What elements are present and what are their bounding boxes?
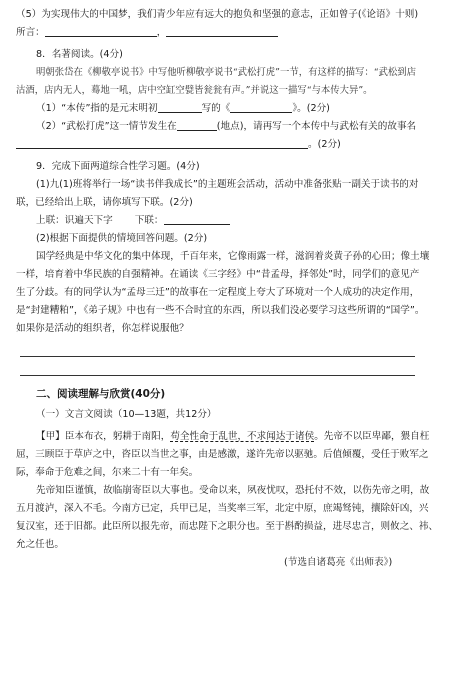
q9-sub2-title: (2)根据下面提供的情境回答问题。(2分) bbox=[36, 233, 208, 244]
couplet-lower-label: 下联： bbox=[134, 215, 164, 226]
jia-line-1-c: 。先帝不以臣卑鄙，猥自枉 bbox=[314, 431, 430, 442]
q9-sub1-line-2: 联，已经给出上联，请你填写下联。(2分) bbox=[16, 197, 193, 208]
q9-para-line-4: 是“封建糟粕”，《弟子规》中也有一些不合时宜的东西，所以我们没必要学习这些所谓的“国学”。 bbox=[16, 305, 425, 316]
jia-line-3: 际，奉命于危难之间，尔来二十有一年矣。 bbox=[16, 467, 199, 478]
section-2-heading: 二、阅读理解与欣赏(40分) bbox=[36, 388, 166, 400]
answer-blank[interactable] bbox=[164, 213, 230, 225]
source-citation: (节选自诸葛亮《出师表》) bbox=[284, 557, 393, 568]
q8-sub2-prefix: （2）“武松打虎”这一情节发生在 bbox=[36, 121, 177, 132]
jia-line-1-a: 【甲】臣本布衣，躬耕于南阳， bbox=[36, 431, 171, 442]
jia-line-4: 先帝知臣谨慎，故临崩寄臣以大事也。受命以来，夙夜忧叹，恐托付不效，以伤先帝之明，故 bbox=[36, 485, 430, 496]
couplet-upper: 上联：识遍天下字 bbox=[36, 215, 113, 226]
q9-para-line-1: 国学经典是中华文化的集中体现，千百年来，它像雨露一样，滋润着炎黄子孙的心田；像土壤 bbox=[36, 251, 430, 262]
answer-blank[interactable] bbox=[45, 25, 157, 37]
q8-passage-line-2: 沽酒，店内无人，蓦地一吼，店中空缸空甓皆瓮瓮有声。”并说这一描写“与本传大异”。 bbox=[16, 85, 373, 96]
q9-para-line-5: 如果你是活动的组织者，你怎样说服他？ bbox=[16, 323, 189, 334]
q7-line-1: （5）为实现伟大的中国梦，我们青少年应有远大的抱负和坚强的意志，正如曾子(《论语》十则) bbox=[16, 9, 419, 20]
q8-sub2-line-2 bbox=[16, 136, 466, 154]
answer-blank[interactable] bbox=[166, 25, 278, 37]
jia-underlined-phrase: 苟全性命于乱世，不求闻达于诸侯 bbox=[170, 431, 315, 442]
q7-separator: ， bbox=[156, 27, 167, 38]
couplet-line bbox=[16, 212, 466, 230]
answer-blank[interactable] bbox=[158, 101, 202, 113]
answer-line[interactable] bbox=[20, 338, 415, 357]
answer-line[interactable] bbox=[20, 357, 415, 376]
jia-line-7: 允之任也。 bbox=[16, 539, 64, 550]
q8-sub1-prefix: （1）“本传”指的是元末明初 bbox=[36, 103, 158, 114]
section-2-subheading: （一）文言文阅读（10—13题，共12分） bbox=[36, 409, 217, 420]
q8-sub2-suffix: 。(2分) bbox=[308, 139, 341, 150]
jia-line-1 bbox=[16, 428, 466, 446]
q9-para-line-3: 生了分歧。有的同学认为“孟母三迁”的故事在一定程度上夸大了环境对一个人成功的决定作用， bbox=[16, 287, 420, 298]
q8-sub2 bbox=[16, 118, 466, 136]
jia-line-6: 复汉室，还于旧都。此臣所以报先帝，而忠陛下之职分也。至于斟酌损益，进尽忠言，则攸之、祎、 bbox=[16, 521, 439, 532]
q8-sub1-suffix: 》。(2分) bbox=[292, 103, 330, 114]
answer-blank[interactable] bbox=[16, 137, 308, 149]
answer-blank[interactable] bbox=[230, 101, 292, 113]
jia-line-5: 五月渡泸，深入不毛。今南方已定，兵甲已足，当奖率三军，北定中原，庶竭驽钝，攘除奸凶，兴 bbox=[16, 503, 429, 514]
q8-passage-line-1: 明朝张岱在《柳敬亭说书》中写他听柳敬亭说书“武松打虎”一节，有这样的描写：“武松到店 bbox=[36, 67, 417, 78]
q9-para-line-2: 一样，培育着中华民族的自强精神。在诵读《三字经》中“昔孟母，择邻处”时，同学们的意见产 bbox=[16, 269, 420, 280]
q8-sub1 bbox=[16, 100, 466, 118]
q8-title: 8．名著阅读。(4分) bbox=[36, 49, 123, 60]
q7-line-2 bbox=[16, 24, 466, 42]
q8-sub1-mid: 写的《 bbox=[201, 103, 231, 114]
q8-sub2-mid: (地点)，请再写一个本传中与武松有关的故事名 bbox=[216, 121, 417, 132]
answer-blank[interactable] bbox=[177, 119, 217, 131]
q9-title: 9．完成下面两道综合性学习题。(4分) bbox=[36, 161, 200, 172]
q7-line-2-prefix: 所言： bbox=[16, 27, 45, 38]
jia-line-2: 屈，三顾臣于草庐之中，咨臣以当世之事，由是感激，遂许先帝以驱驰。后值倾覆，受任于败军之 bbox=[16, 449, 429, 460]
q9-sub1-line-1: (1)九(1)班将举行一场“读书伴我成长”的主题班会活动，活动中准备张贴一副关于读书的对 bbox=[36, 179, 419, 190]
